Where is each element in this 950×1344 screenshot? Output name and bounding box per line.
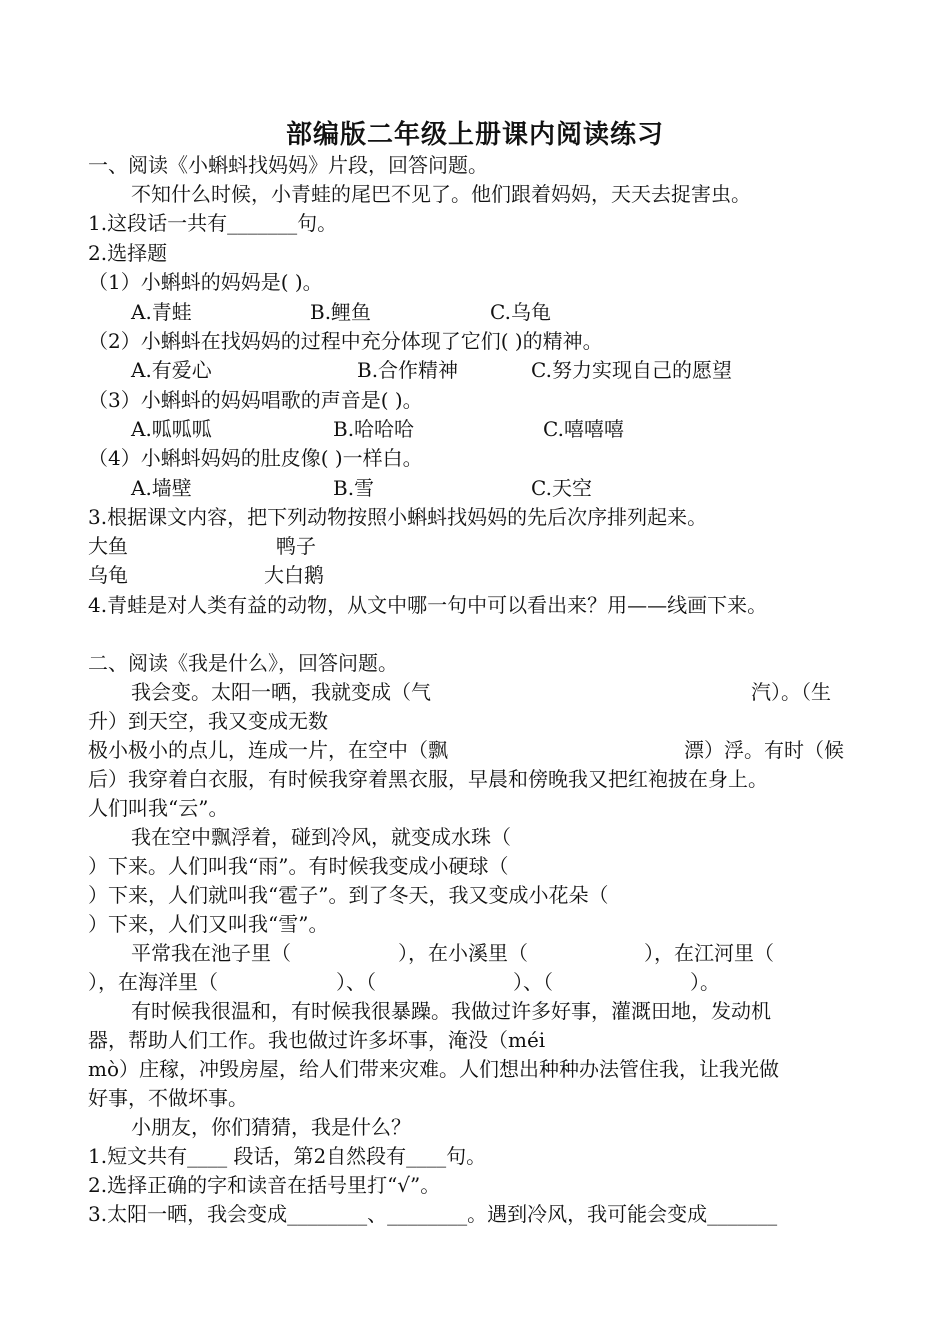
section-1-heading: 一、阅读《小蝌蚪找妈妈》片段，回答问题。: [88, 153, 488, 177]
s2-question-1: 1.短文共有____ 段话，第2自然段有____句。: [88, 1144, 487, 1168]
s2-p2-line: 我在空中飘浮着，碰到冷风，就变成水珠（: [131, 825, 511, 849]
option-b: B.合作精神: [357, 358, 459, 382]
s1-question-3: 3.根据课文内容，把下列动物按照小蝌蚪找妈妈的先后次序排列起来。: [88, 505, 708, 529]
s2-p1-line: 漂）浮。有时（候: [684, 738, 844, 762]
s2-question-2: 2.选择正确的字和读音在括号里打“√”。: [88, 1173, 441, 1197]
s2-p4-line: 器，帮助人们工作。我也做过许多坏事，淹没（méi: [88, 1028, 546, 1052]
s2-p3-segment: 平常我在池子里（: [131, 941, 291, 965]
option-c: C.天空: [531, 476, 592, 500]
s2-p3-segment: ）、（: [336, 970, 376, 994]
s2-p2-line: ）下来，人们又叫我“雪”。: [88, 912, 329, 936]
option-c: C.乌龟: [490, 300, 551, 324]
option-b: B.哈哈哈: [333, 417, 415, 441]
s2-p5: 小朋友，你们猜猜，我是什么？: [131, 1115, 411, 1139]
animal-item: 大白鹅: [264, 563, 324, 587]
option-b: B.雪: [333, 476, 375, 500]
s1-question-2: 2.选择题: [88, 241, 168, 265]
page-title: 部编版二年级上册课内阅读练习: [285, 120, 664, 150]
s2-p1-line: 升）到天空，我又变成无数: [88, 709, 328, 733]
section-2-heading: 二、阅读《我是什么》，回答问题。: [88, 651, 398, 675]
s2-p2-line: ）下来。人们叫我“雨”。有时候我变成小硬球（: [88, 854, 509, 878]
s2-p3-segment: ），在小溪里（: [398, 941, 528, 965]
s2-p3-segment: ）。: [690, 970, 720, 994]
s1-question-1: 1.这段话一共有_______句。: [88, 211, 338, 235]
s1-q2-sub-4: （4）小蝌蚪妈妈的肚皮像( )一样白。: [88, 446, 423, 470]
animal-item: 乌龟: [88, 563, 128, 587]
option-c: C.嘻嘻嘻: [543, 417, 624, 441]
s1-q2-sub-1: （1）小蝌蚪的妈妈是( )。: [88, 270, 323, 294]
s2-p1-line: 后）我穿着白衣服，有时候我穿着黑衣服，早晨和傍晚我又把红袍披在身上。: [88, 767, 768, 791]
option-a: A.墙壁: [131, 476, 192, 500]
s2-p3-segment: ）、（: [513, 970, 553, 994]
s1-q2-sub-2: （2）小蝌蚪在找妈妈的过程中充分体现了它们( )的精神。: [88, 329, 603, 353]
option-a: A.青蛙: [131, 300, 192, 324]
animal-item: 鸭子: [276, 534, 316, 558]
s2-p1-line: 极小极小的点儿，连成一片，在空中（飘: [88, 738, 448, 762]
s2-p1-line: 汽）。（生: [751, 680, 831, 704]
option-a: A.有爱心: [131, 358, 212, 382]
section-1-passage: 不知什么时候，小青蛙的尾巴不见了。他们跟着妈妈，天天去捉害虫。: [131, 182, 751, 206]
option-b: B.鲤鱼: [310, 300, 372, 324]
s2-p3-segment: ），在江河里（: [644, 941, 774, 965]
s2-p4-line: mò）庄稼，冲毁房屋，给人们带来灾难。人们想出种种办法管住我，让我光做: [88, 1057, 780, 1081]
s1-question-4: 4.青蛙是对人类有益的动物，从文中哪一句中可以看出来？用——线画下来。: [88, 593, 768, 617]
option-a: A.呱呱呱: [131, 417, 212, 441]
s2-p1-line: 人们叫我“云”。: [88, 796, 229, 820]
s2-p2-line: ）下来，人们就叫我“雹子”。到了冬天，我又变成小花朵（: [88, 883, 609, 907]
s2-p3-segment: ），在海洋里（: [88, 970, 218, 994]
s2-question-3: 3.太阳一晒，我会变成________、________。遇到冷风，我可能会变成_______: [88, 1202, 778, 1226]
s2-p4-line: 好事，不做坏事。: [88, 1086, 248, 1110]
s2-p4-line: 有时候我很温和，有时候我很暴躁。我做过许多好事，灌溉田地，发动机: [131, 999, 771, 1023]
s1-q2-sub-3: （3）小蝌蚪的妈妈唱歌的声音是( )。: [88, 388, 423, 412]
s2-p1-line: 我会变。太阳一晒，我就变成（气: [131, 680, 431, 704]
animal-item: 大鱼: [88, 534, 128, 558]
option-c: C.努力实现自己的愿望: [531, 358, 732, 382]
